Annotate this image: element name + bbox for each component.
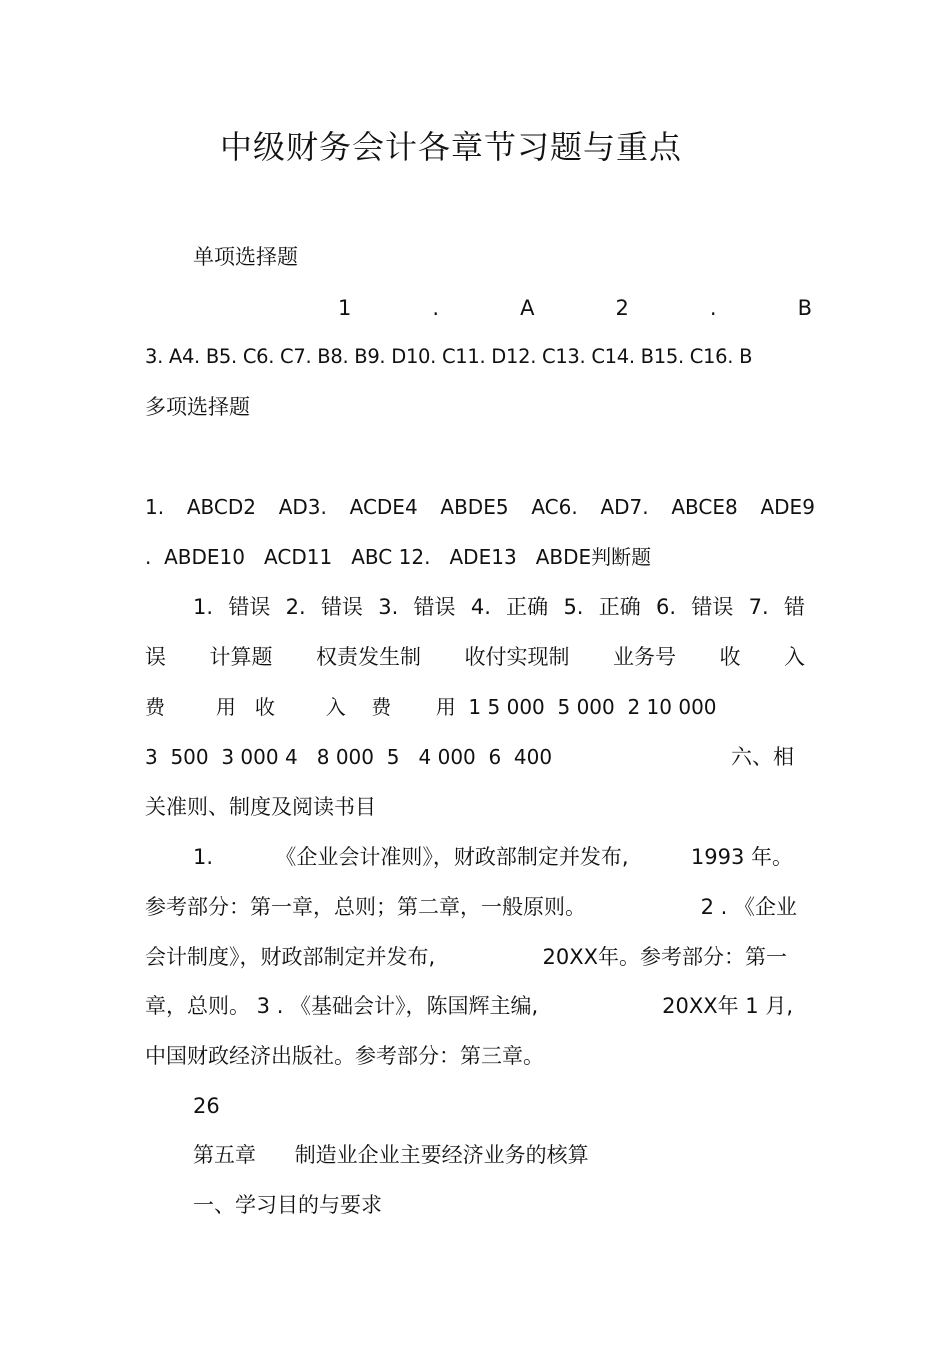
chapter-number: 第五章 bbox=[193, 1143, 256, 1167]
reference-line bbox=[145, 892, 797, 922]
answer-token: AC6. bbox=[531, 495, 578, 519]
reference-text: 会计制度》，财政部制定并发布, bbox=[145, 945, 436, 969]
column-header: 收 bbox=[719, 645, 741, 669]
reference-text: 《企业会计准则》，财政部制定并发布, bbox=[275, 845, 629, 869]
answer-token: 2. bbox=[285, 595, 306, 619]
chapter-title: 制造业企业主要经济业务的核算 bbox=[294, 1143, 589, 1167]
reference-text: 参考部分：第一章，总则；第二章，一般原则。 bbox=[145, 895, 586, 919]
calc-row2: 3 500 3 000 4 8 000 5 4 000 6 400 bbox=[145, 745, 553, 769]
reference-heading: 关准则、制度及阅读书目 bbox=[145, 795, 376, 819]
answer-token: 2 bbox=[615, 296, 629, 320]
answer-token: . bbox=[432, 296, 440, 320]
single-answers-row2: 3. A4. B5. C6. C7. B8. B9. D10. C11. D12. C13. C14. B15. C16. B bbox=[145, 345, 753, 368]
multi-choice-heading: 多项选择题 bbox=[145, 395, 250, 419]
answer-token: ABDE5 bbox=[440, 495, 509, 519]
reference-text: 2 . 《企业 bbox=[700, 895, 797, 919]
reference-text: 20XX年 1 月, bbox=[662, 994, 793, 1018]
chapter-heading bbox=[193, 1140, 815, 1170]
section-six-start: 六、相 bbox=[731, 745, 794, 769]
reference-line bbox=[145, 942, 787, 972]
column-header: 收付实现制 bbox=[464, 645, 570, 669]
answer-token: 正确 bbox=[598, 595, 641, 619]
answer-token: . bbox=[709, 296, 717, 320]
reference-text: 1. bbox=[193, 845, 214, 869]
reference-text: 章，总则。 3 . 《基础会计》，陈国辉主编, bbox=[145, 994, 539, 1018]
answer-token: AD7. bbox=[600, 495, 649, 519]
reference-text: 20XX年。参考部分：第一 bbox=[542, 945, 787, 969]
answer-token: 错误 bbox=[320, 595, 363, 619]
answer-token: ABCD2 bbox=[186, 495, 256, 519]
multi-answers-row2: . ABDE10 ACD11 ABC 12. ADE13 ABDE判断题 bbox=[145, 545, 652, 569]
column-header: 权责发生制 bbox=[316, 645, 421, 669]
single-choice-heading: 单项选择题 bbox=[193, 245, 298, 269]
answer-token: 错误 bbox=[413, 595, 456, 619]
calc-row1: 费 用 收 入 费 用 1 5 000 5 000 2 10 000 bbox=[145, 695, 717, 719]
answer-token: 错误 bbox=[228, 595, 271, 619]
column-header: 业务号 bbox=[613, 645, 676, 669]
answer-token: 正确 bbox=[506, 595, 549, 619]
answer-token: 错 bbox=[783, 595, 805, 619]
answer-token: 误 bbox=[145, 645, 166, 669]
single-answers-row1 bbox=[338, 293, 812, 323]
reference-line: 中国财政经济出版社。参考部分：第三章。 bbox=[145, 1044, 544, 1068]
answer-token: 错误 bbox=[691, 595, 734, 619]
section-heading: 一、学习目的与要求 bbox=[193, 1193, 382, 1217]
answer-token: ADE9 bbox=[760, 495, 815, 519]
answer-token: 3. bbox=[378, 595, 399, 619]
multi-answers-row1 bbox=[145, 492, 815, 522]
answer-token: 1. bbox=[193, 595, 214, 619]
answer-token: 1 bbox=[338, 296, 352, 320]
answer-token: A bbox=[520, 296, 535, 320]
answer-token: 5. bbox=[563, 595, 584, 619]
answer-token: 7. bbox=[748, 595, 769, 619]
answer-token: B bbox=[797, 296, 812, 320]
answer-token: 4. bbox=[470, 595, 491, 619]
judge-answers-row1 bbox=[193, 592, 805, 622]
answer-token: AD3. bbox=[278, 495, 327, 519]
page-title: 中级财务会计各章节习题与重点 bbox=[219, 128, 682, 166]
calc-heading: 计算题 bbox=[209, 645, 273, 669]
page-number: 26 bbox=[193, 1094, 220, 1118]
judge-answers-row2 bbox=[145, 642, 805, 672]
answer-token: 6. bbox=[656, 595, 677, 619]
reference-text: 1993 年。 bbox=[690, 845, 793, 869]
column-header: 入 bbox=[784, 645, 805, 669]
reference-line bbox=[145, 991, 793, 1021]
answer-token: ABCE8 bbox=[671, 495, 738, 519]
answer-token: ACDE4 bbox=[349, 495, 418, 519]
reference-line bbox=[193, 842, 793, 872]
answer-token: 1. bbox=[145, 495, 165, 519]
